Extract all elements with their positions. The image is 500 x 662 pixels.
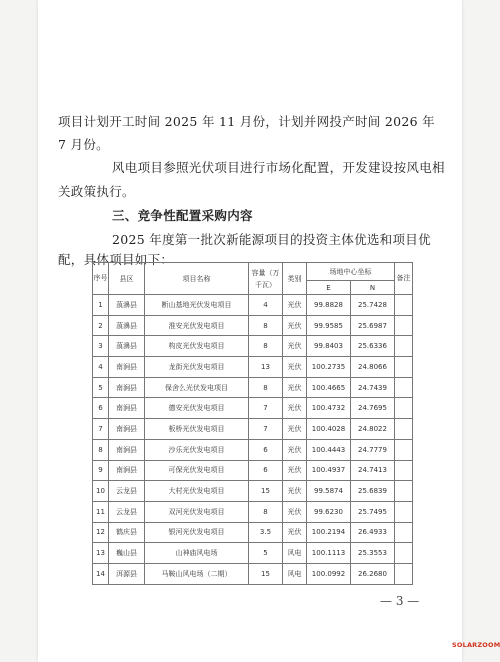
cell-seq: 13 <box>93 543 109 564</box>
cell-e: 100.4665 <box>307 377 351 398</box>
cell-n: 24.8066 <box>351 357 395 378</box>
cell-type: 风电 <box>283 563 307 584</box>
cell-capacity: 8 <box>249 501 283 522</box>
cell-e: 99.6230 <box>307 501 351 522</box>
cell-note <box>395 439 413 460</box>
paragraph-line-5: 2025 年度第一批次新能源项目的投资主体优选和项目优 <box>112 232 431 247</box>
cell-capacity: 8 <box>249 377 283 398</box>
cell-seq: 3 <box>93 336 109 357</box>
table-header-row <box>93 263 413 281</box>
cell-e: 99.8403 <box>307 336 351 357</box>
cell-seq: 10 <box>93 481 109 502</box>
cell-capacity: 8 <box>249 315 283 336</box>
cell-note <box>395 522 413 543</box>
cell-county: 南涧县 <box>109 377 145 398</box>
cell-seq: 4 <box>93 357 109 378</box>
cell-e: 100.4937 <box>307 460 351 481</box>
cell-county: 南涧县 <box>109 439 145 460</box>
table-row <box>93 543 413 564</box>
cell-name: 板桥光伏发电项目 <box>145 419 249 440</box>
cell-seq: 6 <box>93 398 109 419</box>
cell-capacity: 7 <box>249 398 283 419</box>
cell-note <box>395 315 413 336</box>
cell-county: 云龙县 <box>109 501 145 522</box>
cell-n: 24.8022 <box>351 419 395 440</box>
cell-note <box>395 357 413 378</box>
cell-seq: 2 <box>93 315 109 336</box>
cell-capacity: 5 <box>249 543 283 564</box>
header-name: 项目名称 <box>145 263 249 295</box>
cell-n: 24.7439 <box>351 377 395 398</box>
project-table <box>92 262 413 585</box>
cell-type: 光伏 <box>283 501 307 522</box>
cell-seq: 5 <box>93 377 109 398</box>
cell-name: 山神庙风电场 <box>145 543 249 564</box>
cell-note <box>395 336 413 357</box>
cell-note <box>395 419 413 440</box>
section-heading: 三、竞争性配置采购内容 <box>112 208 253 223</box>
paragraph-line-6: 配，具体项目如下： <box>58 252 174 267</box>
cell-e: 100.4443 <box>307 439 351 460</box>
cell-type: 光伏 <box>283 522 307 543</box>
cell-e: 100.2194 <box>307 522 351 543</box>
cell-note <box>395 460 413 481</box>
cell-capacity: 15 <box>249 481 283 502</box>
cell-capacity: 3.5 <box>249 522 283 543</box>
cell-county: 蒗濞县 <box>109 295 145 316</box>
cell-note <box>395 563 413 584</box>
paragraph-line-1: 项目计划开工时间 2025 年 11 月份，计划并网投产时间 2026 年 <box>58 114 435 129</box>
cell-seq: 14 <box>93 563 109 584</box>
paragraph-line-3: 风电项目参照光伏项目进行市场化配置，开发建设按风电相 <box>112 160 445 175</box>
cell-n: 25.7428 <box>351 295 395 316</box>
header-seq: 序号 <box>93 263 109 295</box>
cell-e: 99.5874 <box>307 481 351 502</box>
cell-type: 光伏 <box>283 357 307 378</box>
table-row <box>93 439 413 460</box>
table-row <box>93 357 413 378</box>
cell-type: 光伏 <box>283 481 307 502</box>
table-row <box>93 563 413 584</box>
cell-n: 25.6839 <box>351 481 395 502</box>
cell-name: 淮安光伏发电项目 <box>145 315 249 336</box>
cell-note <box>395 501 413 522</box>
cell-name: 可保光伏发电项目 <box>145 460 249 481</box>
header-capacity: 容量（万千瓦） <box>249 263 283 295</box>
cell-seq: 12 <box>93 522 109 543</box>
paragraph-line-4: 关政策执行。 <box>58 184 135 199</box>
cell-capacity: 6 <box>249 439 283 460</box>
header-type: 类别 <box>283 263 307 295</box>
cell-county: 巍山县 <box>109 543 145 564</box>
cell-seq: 9 <box>93 460 109 481</box>
table-row <box>93 501 413 522</box>
cell-seq: 7 <box>93 419 109 440</box>
cell-note <box>395 295 413 316</box>
cell-county: 南涧县 <box>109 419 145 440</box>
cell-county: 南涧县 <box>109 357 145 378</box>
paragraph-line-2: 7 月份。 <box>58 137 109 152</box>
cell-type: 光伏 <box>283 336 307 357</box>
header-e: E <box>307 281 351 295</box>
cell-type: 光伏 <box>283 439 307 460</box>
cell-capacity: 6 <box>249 460 283 481</box>
cell-county: 南涧县 <box>109 398 145 419</box>
cell-name: 龙街光伏发电项目 <box>145 357 249 378</box>
cell-type: 风电 <box>283 543 307 564</box>
cell-county: 蒗濞县 <box>109 315 145 336</box>
cell-n: 25.6987 <box>351 315 395 336</box>
cell-county: 南涧县 <box>109 460 145 481</box>
cell-capacity: 13 <box>249 357 283 378</box>
cell-n: 24.7413 <box>351 460 395 481</box>
cell-note <box>395 398 413 419</box>
cell-e: 100.4732 <box>307 398 351 419</box>
cell-name: 双河光伏发电项目 <box>145 501 249 522</box>
cell-note <box>395 543 413 564</box>
cell-county: 鹤庆县 <box>109 522 145 543</box>
cell-county: 蒗濞县 <box>109 336 145 357</box>
cell-n: 25.3553 <box>351 543 395 564</box>
cell-name: 大村光伏发电项目 <box>145 481 249 502</box>
table-row <box>93 336 413 357</box>
cell-county: 洱源县 <box>109 563 145 584</box>
table-row <box>93 460 413 481</box>
cell-e: 99.8828 <box>307 295 351 316</box>
table-row <box>93 315 413 336</box>
page-number: — 3 — <box>380 594 420 608</box>
cell-e: 100.0992 <box>307 563 351 584</box>
cell-capacity: 7 <box>249 419 283 440</box>
cell-e: 100.1113 <box>307 543 351 564</box>
cell-capacity: 15 <box>249 563 283 584</box>
cell-county: 云龙县 <box>109 481 145 502</box>
table-row <box>93 481 413 502</box>
cell-seq: 11 <box>93 501 109 522</box>
cell-n: 26.4933 <box>351 522 395 543</box>
cell-capacity: 8 <box>249 336 283 357</box>
cell-name: 马鞍山风电场（二期） <box>145 563 249 584</box>
cell-n: 24.7695 <box>351 398 395 419</box>
table-row <box>93 295 413 316</box>
header-coord: 场地中心坐标 <box>307 263 395 281</box>
cell-name: 银河光伏发电项目 <box>145 522 249 543</box>
cell-n: 25.7495 <box>351 501 395 522</box>
table-row <box>93 522 413 543</box>
cell-type: 光伏 <box>283 419 307 440</box>
cell-type: 光伏 <box>283 377 307 398</box>
cell-name: 保舍么光伏发电项目 <box>145 377 249 398</box>
cell-name: 德安光伏发电项目 <box>145 398 249 419</box>
cell-type: 光伏 <box>283 295 307 316</box>
cell-note <box>395 481 413 502</box>
cell-type: 光伏 <box>283 460 307 481</box>
cell-n: 25.6336 <box>351 336 395 357</box>
table-row <box>93 377 413 398</box>
cell-capacity: 4 <box>249 295 283 316</box>
cell-name: 沙乐光伏发电项目 <box>145 439 249 460</box>
cell-type: 光伏 <box>283 315 307 336</box>
cell-seq: 1 <box>93 295 109 316</box>
cell-name: 断山基地光伏发电项目 <box>145 295 249 316</box>
header-county: 县区 <box>109 263 145 295</box>
cell-name: 构皮光伏发电项目 <box>145 336 249 357</box>
cell-e: 99.9585 <box>307 315 351 336</box>
cell-seq: 8 <box>93 439 109 460</box>
cell-n: 24.7779 <box>351 439 395 460</box>
watermark-logo: SOLARZOOM <box>452 641 500 649</box>
header-n: N <box>351 281 395 295</box>
table-row <box>93 419 413 440</box>
cell-note <box>395 377 413 398</box>
table-row <box>93 398 413 419</box>
header-note: 备注 <box>395 263 413 295</box>
cell-e: 100.4028 <box>307 419 351 440</box>
cell-e: 100.2735 <box>307 357 351 378</box>
cell-n: 26.2680 <box>351 563 395 584</box>
cell-type: 光伏 <box>283 398 307 419</box>
